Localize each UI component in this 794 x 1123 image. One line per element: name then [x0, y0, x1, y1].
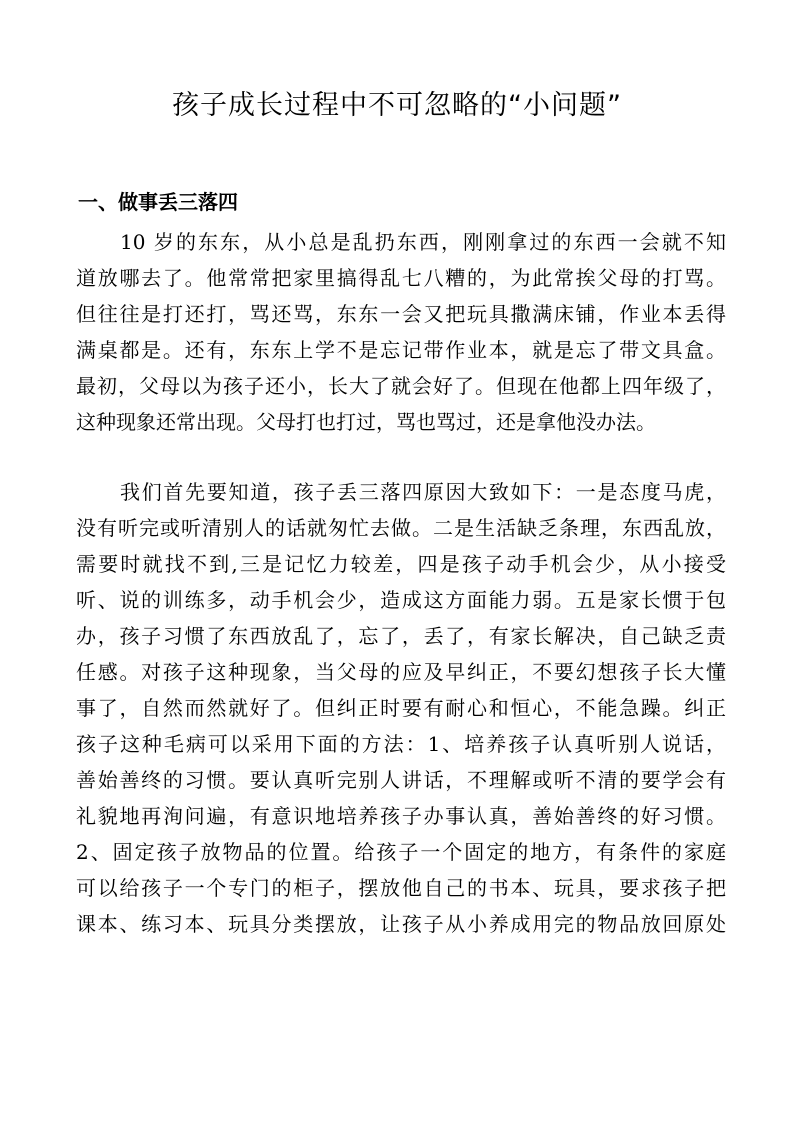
paragraph-1-line-2: 道放哪去了。他常常把家里搞得乱七八糟的，为此常挨父母的打骂。 — [76, 266, 726, 290]
paragraph-2-line-10: 礼貌地再洵问遍，有意识地培养孩子办事认真，善始善终的好习惯。 — [76, 804, 726, 828]
paragraph-1-line-4: 满桌都是。还有，东东上学不是忘记带作业本，就是忘了带文具盒。 — [76, 338, 726, 362]
paragraph-2-line-2: 没有听完或听清别人的话就匆忙去做。二是生活缺乏条理，东西乱放， — [76, 516, 726, 540]
paragraph-1-line-3: 但往往是打还打，骂还骂，东东一会又把玩具撒满床铺，作业本丢得 — [76, 302, 726, 326]
paragraph-2-line-8: 孩子这种毛病可以采用下面的方法：1、培养孩子认真听别人说话， — [76, 732, 726, 756]
paragraph-2-line-11: 2、固定孩子放物品的位置。给孩子一个固定的地方，有条件的家庭 — [76, 840, 726, 864]
paragraph-2-line-5: 办，孩子习惯了东西放乱了，忘了，丢了，有家长解决，自己缺乏责 — [76, 624, 726, 648]
paragraph-2-line-9: 善始善终的习惯。要认真听完别人讲话，不理解或听不清的要学会有 — [76, 768, 726, 792]
paragraph-1-line-6: 这种现象还常出现。父母打也打过，骂也骂过，还是拿他没办法。 — [76, 410, 656, 434]
paragraph-2-line-13: 课本、练习本、玩具分类摆放，让孩子从小养成用完的物品放回原处 — [76, 912, 726, 936]
paragraph-2-line-12: 可以给孩子一个专门的柜子，摆放他自己的书本、玩具，要求孩子把 — [76, 876, 726, 900]
document-title: 孩子成长过程中不可忽略的“小问题” — [172, 90, 622, 121]
paragraph-2-line-3: 需要时就找不到,三是记忆力较差，四是孩子动手机会少，从小接受 — [76, 552, 726, 576]
paragraph-1-line-1: 10 岁的东东，从小总是乱扔东西，刚刚拿过的东西一会就不知 — [120, 230, 726, 254]
paragraph-2-line-6: 任感。对孩子这种现象，当父母的应及早纠正，不要幻想孩子长大懂 — [76, 660, 726, 684]
paragraph-1-line-5: 最初，父母以为孩子还小，长大了就会好了。但现在他都上四年级了， — [76, 374, 726, 398]
section-heading: 一、做事丢三落四 — [78, 190, 238, 214]
paragraph-2-line-4: 听、说的训练多，动手机会少，造成这方面能力弱。五是家长惯于包 — [76, 588, 726, 612]
paragraph-2-line-1: 我们首先要知道，孩子丢三落四原因大致如下：一是态度马虎， — [120, 480, 726, 504]
paragraph-2-line-7: 事了，自然而然就好了。但纠正时要有耐心和恒心，不能急躁。纠正 — [76, 696, 726, 720]
